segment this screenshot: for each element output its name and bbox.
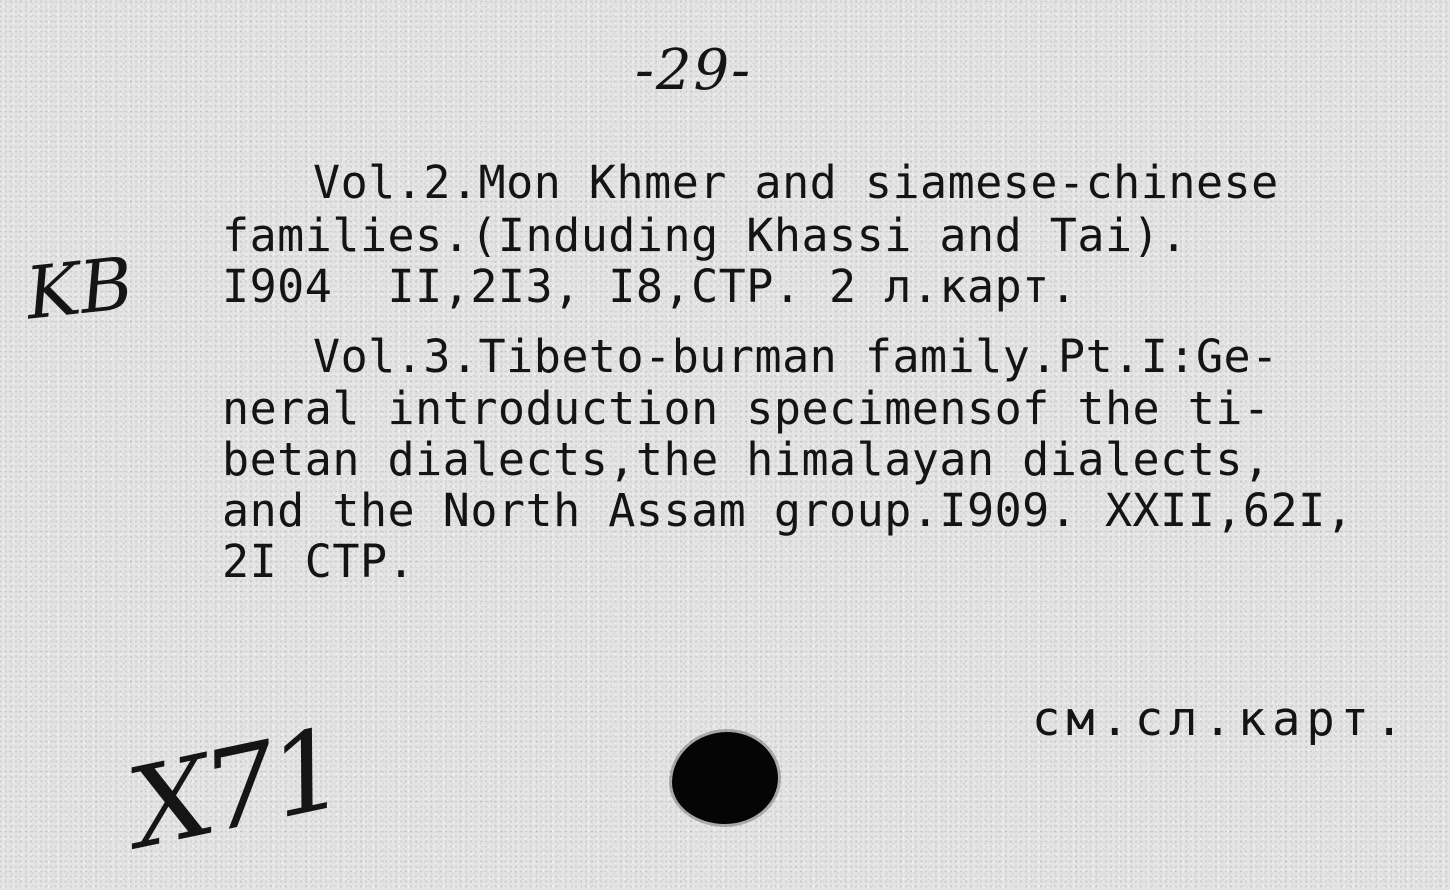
margin-mark: KB	[22, 240, 137, 336]
entry-line: families.(Induding Khassi and Tai).	[222, 209, 1188, 262]
entry-line: Vol.2.Mon Khmer and siamese-chinese	[313, 156, 1279, 209]
entry-line: I904 II,2I3, I8,CTP. 2 л.карт.	[222, 260, 1078, 313]
cross-reference: см.сл.карт.	[1032, 692, 1410, 747]
entry-line: 2I CTP.	[222, 535, 416, 588]
entry-line: neral introduction specimensof the ti-	[222, 382, 1271, 435]
page-number: -29-	[635, 38, 753, 103]
entry-line: Vol.3.Tibeto-burman family.Pt.I:Ge-	[313, 330, 1279, 383]
punch-hole	[672, 732, 778, 824]
entry-line: and the North Assam group.I909. XXII,62I,	[222, 484, 1354, 537]
entry-line: betan dialects,the himalayan dialects,	[222, 433, 1271, 486]
catalog-number: X71	[118, 704, 351, 874]
